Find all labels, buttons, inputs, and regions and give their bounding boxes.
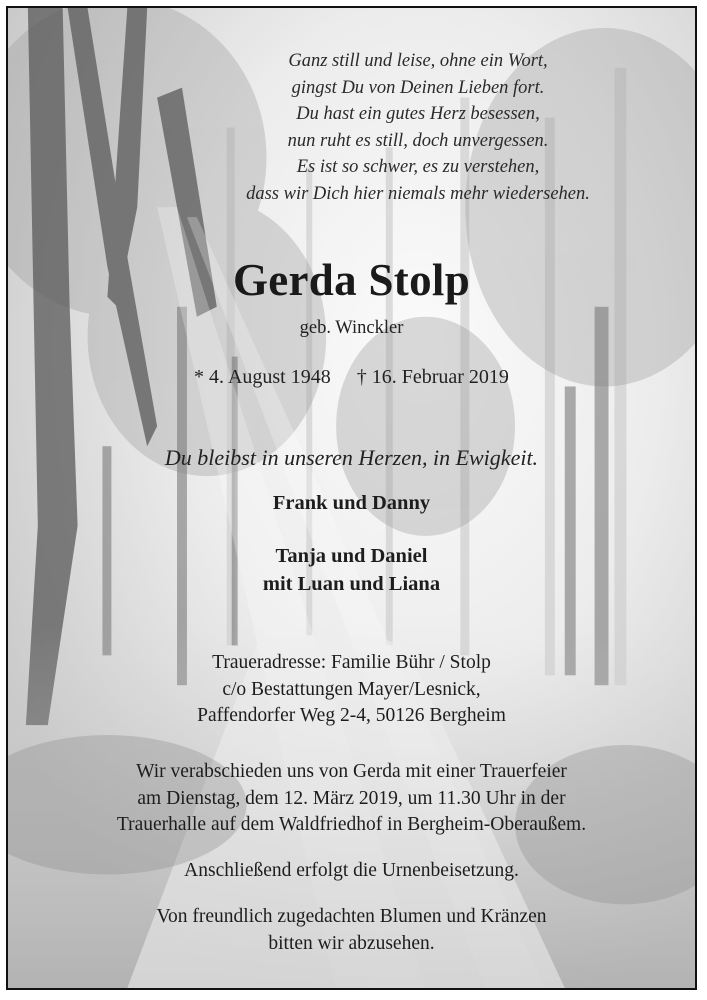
- flowers-line: Von freundlich zugedachten Blumen und Kränzen: [156, 906, 547, 927]
- ceremony-notice: [8, 759, 695, 839]
- poem-line: dass wir Dich hier niemals mehr wiedersehen.: [246, 183, 590, 204]
- birth-date: * 4. August 1948: [194, 366, 331, 388]
- death-date: † 16. Februar 2019: [356, 366, 509, 388]
- obituary-frame: [6, 6, 697, 990]
- mourning-address: [8, 650, 695, 730]
- flowers-line: bitten wir abzusehen.: [268, 932, 435, 954]
- address-line: c/o Bestattungen Mayer/Lesnick,: [222, 678, 481, 700]
- address-line: Paffendorfer Weg 2-4, 50126 Bergheim: [197, 705, 506, 726]
- poem-line: Du hast ein gutes Herz besessen,: [296, 104, 540, 124]
- urn-line: Anschließend erfolgt die Urnenbeisetzung.: [184, 860, 519, 881]
- poem-line: Ganz still und leise, ohne ein Wort,: [288, 51, 548, 71]
- memorial-motto: Du bleibst in unseren Herzen, in Ewigkeit.: [164, 445, 539, 470]
- mourners-group-1: [8, 489, 695, 517]
- ceremony-line: am Dienstag, dem 12. März 2019, um 11.30 Uhr in der: [137, 787, 566, 809]
- urn-burial-notice: [8, 858, 695, 885]
- life-dates: [8, 366, 695, 389]
- poem: [8, 48, 695, 207]
- mourners-group-2: [8, 542, 695, 598]
- mourner-line: Frank und Danny: [272, 492, 431, 514]
- poem-line: Es ist so schwer, es zu verstehen,: [296, 157, 540, 177]
- mourner-line: Tanja und Daniel: [275, 545, 428, 567]
- obituary-content: [8, 8, 695, 988]
- poem-line: gingst Du von Deinen Lieben fort.: [291, 77, 545, 98]
- ceremony-line: Wir verabschieden uns von Gerda mit einer Trauerfeier: [136, 761, 567, 782]
- address-line: Traueradresse: Familie Bühr / Stolp: [212, 652, 491, 673]
- birth-name: geb. Winckler: [299, 318, 404, 338]
- ceremony-line: Trauerhalle auf dem Waldfriedhof in Bergheim-Oberaußem.: [116, 814, 587, 835]
- flowers-notice: [8, 904, 695, 957]
- poem-line: nun ruht es still, doch unvergessen.: [287, 130, 549, 151]
- mourner-line: mit Luan und Liana: [262, 573, 441, 595]
- deceased-name: Gerda Stolp: [232, 255, 471, 305]
